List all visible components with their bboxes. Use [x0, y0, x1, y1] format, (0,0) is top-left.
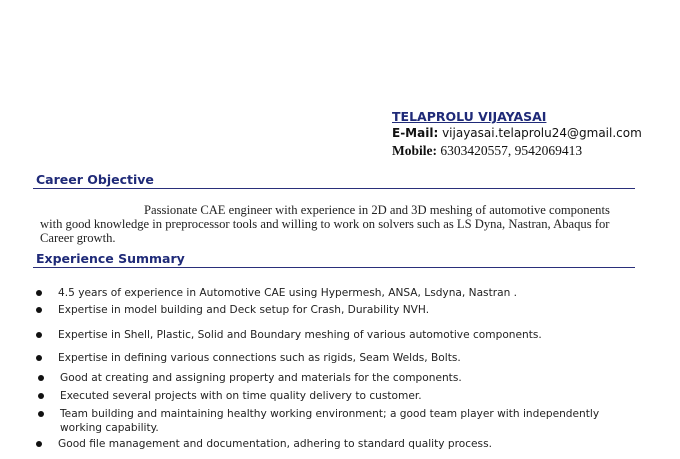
bullet-icon [36, 441, 42, 447]
bullet-icon [36, 355, 42, 361]
email-label: E-Mail: [392, 126, 439, 140]
bullet-icon [36, 290, 42, 296]
mobile-value: 6303420557, 9542069413 [437, 143, 583, 158]
experience-summary-heading: Experience Summary [33, 251, 635, 268]
candidate-name: TELAPROLU VIJAYASAI [392, 109, 547, 124]
email-line [392, 125, 642, 142]
mobile-line [392, 142, 642, 159]
bullet-icon [36, 307, 42, 313]
bullet-icon [38, 375, 44, 381]
contact-block [392, 108, 642, 159]
career-objective-heading: Career Objective [33, 172, 635, 189]
bullet-icon [36, 332, 42, 338]
mobile-label: Mobile: [392, 143, 437, 158]
bullet-icon [38, 411, 44, 417]
bullet-icon [38, 393, 44, 399]
email-value: vijayasai.telaprolu24@gmail.com [438, 126, 642, 140]
career-objective-text: Passionate CAE engineer with experience in 2D and 3D meshing of automotive components with good knowledge in preprocessor tools and willing to work on solvers such as LS Dyna, Nastran, Abaqus for Career growth. [40, 203, 610, 245]
